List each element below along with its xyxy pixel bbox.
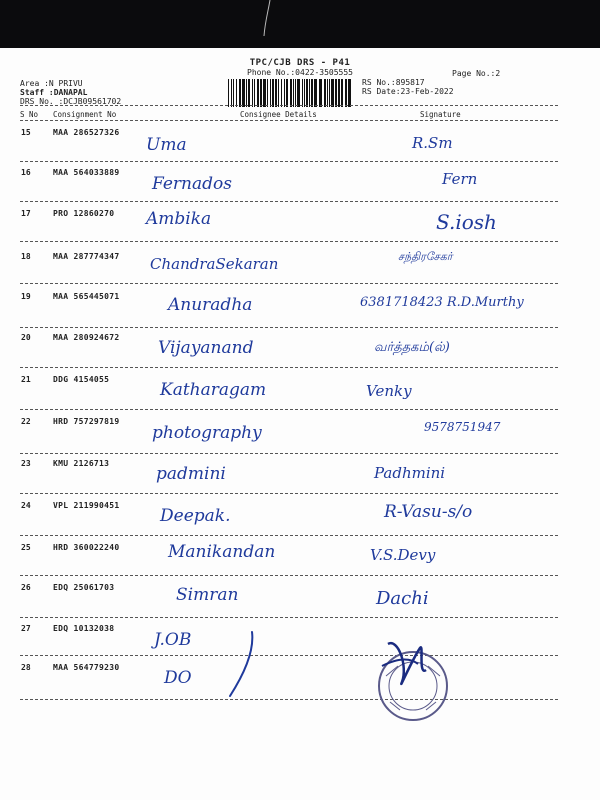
row-rule bbox=[20, 161, 558, 162]
barcode-bar bbox=[331, 79, 334, 107]
column-header-signature: Signature bbox=[420, 110, 461, 119]
row-rule bbox=[20, 367, 558, 368]
barcode-bar bbox=[295, 79, 296, 107]
row-26-sno: 26 bbox=[21, 583, 31, 592]
row-20-signature: வர்த்தகம்(ல்) bbox=[374, 340, 450, 355]
row-rule bbox=[20, 241, 558, 242]
barcode-bar bbox=[311, 79, 313, 107]
row-19-sno: 19 bbox=[21, 292, 31, 301]
row-25-name: Manikandan bbox=[168, 542, 276, 562]
row-22-sno: 22 bbox=[21, 417, 31, 426]
header-rule-bottom bbox=[20, 120, 558, 121]
row-16-sno: 16 bbox=[21, 168, 31, 177]
barcode-bar bbox=[286, 79, 288, 107]
row-22-consignment: HRD 757297819 bbox=[53, 417, 120, 426]
row-17-signature: S.iosh bbox=[436, 210, 497, 234]
row-23-sno: 23 bbox=[21, 459, 31, 468]
barcode-bar bbox=[327, 79, 328, 107]
row-rule bbox=[20, 617, 558, 618]
header-rule-top bbox=[20, 105, 558, 106]
row-20-name: Vijayanand bbox=[158, 338, 254, 358]
row-15-name: Uma bbox=[146, 135, 187, 155]
row-26-consignment: EDQ 25061703 bbox=[53, 583, 115, 592]
row-23-signature: Padhmini bbox=[374, 464, 446, 482]
row-24-consignment: VPL 211990451 bbox=[53, 501, 120, 510]
row-rule bbox=[20, 493, 558, 494]
barcode-bar bbox=[302, 79, 303, 107]
barcode-bar bbox=[231, 79, 232, 107]
rs-date: RS Date:23-Feb-2022 bbox=[362, 87, 454, 96]
row-25-consignment: HRD 360022240 bbox=[53, 543, 120, 552]
row-28-name: DO bbox=[164, 668, 192, 688]
phone-number: Phone No.:0422-3505555 bbox=[247, 68, 353, 77]
scratch-mark bbox=[262, 0, 272, 40]
barcode-bar bbox=[335, 79, 337, 107]
barcode-bar bbox=[309, 79, 310, 107]
row-17-name: Ambika bbox=[146, 209, 212, 229]
row-25-sno: 25 bbox=[21, 543, 31, 552]
row-27-sno: 27 bbox=[21, 624, 31, 633]
row-19-consignment: MAA 565445071 bbox=[53, 292, 120, 301]
row-26-name: Simran bbox=[176, 585, 239, 605]
barcode-bar bbox=[341, 79, 343, 107]
row-24-signature: R-Vasu-s/o bbox=[384, 502, 473, 522]
row-26-signature: Dachi bbox=[376, 588, 429, 609]
row-25-signature: V.S.Devy bbox=[370, 546, 436, 564]
barcode-bar bbox=[242, 79, 245, 107]
barcode-bar bbox=[297, 79, 300, 107]
row-rule bbox=[20, 327, 558, 328]
row-19-signature: 6381718423 R.D.Murthy bbox=[360, 295, 524, 310]
row-28-sno: 28 bbox=[21, 663, 31, 672]
barcode-bar bbox=[275, 79, 277, 107]
row-22-name: photography bbox=[152, 423, 262, 443]
barcode-bar bbox=[254, 79, 255, 107]
row-21-sno: 21 bbox=[21, 375, 31, 384]
barcode-bar bbox=[252, 79, 253, 107]
row-28-consignment: MAA 564779230 bbox=[53, 663, 120, 672]
rs-number: RS No.:895817 bbox=[362, 78, 425, 87]
row-rule bbox=[20, 655, 558, 656]
row-rule bbox=[20, 535, 558, 536]
row-22-signature: 9578751947 bbox=[424, 420, 501, 434]
page-number: Page No.:2 bbox=[452, 69, 501, 78]
barcode-bar bbox=[260, 79, 262, 107]
row-15-consignment: MAA 286527326 bbox=[53, 128, 120, 137]
row-27-consignment: EDQ 10132038 bbox=[53, 624, 115, 633]
barcode-bar bbox=[319, 79, 322, 107]
row-rule bbox=[20, 575, 558, 576]
barcode bbox=[228, 79, 352, 107]
document-title: TPC/CJB DRS - P41 bbox=[249, 58, 351, 68]
row-15-signature: R.Sm bbox=[412, 134, 453, 152]
barcode-bar bbox=[278, 79, 279, 107]
row-24-name: Deepak. bbox=[160, 506, 231, 526]
barcode-bar bbox=[246, 79, 247, 107]
barcode-bar bbox=[248, 79, 250, 107]
row-23-consignment: KMU 2126713 bbox=[53, 459, 110, 468]
barcode-bar bbox=[236, 79, 237, 107]
row-15-sno: 15 bbox=[21, 128, 31, 137]
barcode-bar bbox=[290, 79, 292, 107]
row-16-signature: Fern bbox=[442, 170, 478, 188]
scanner-dark-band bbox=[0, 0, 600, 48]
circular-stamp bbox=[368, 636, 458, 726]
row-18-consignment: MAA 287774347 bbox=[53, 252, 120, 261]
row-27-name: J.OB bbox=[154, 630, 192, 650]
row-20-sno: 20 bbox=[21, 333, 31, 342]
barcode-bar bbox=[293, 79, 294, 107]
row-23-name: padmini bbox=[156, 464, 226, 484]
column-header-consignment: Consignment No bbox=[53, 110, 117, 119]
barcode-bar bbox=[272, 79, 274, 107]
row-rule bbox=[20, 283, 558, 284]
area-field: Area :N PRIVU bbox=[20, 79, 83, 88]
barcode-bar bbox=[228, 79, 229, 107]
barcode-bar bbox=[324, 79, 326, 107]
drs-number: DRS No. :DCJB09561702 bbox=[20, 97, 122, 106]
row-18-sno: 18 bbox=[21, 252, 31, 261]
barcode-bar bbox=[314, 79, 317, 107]
barcode-bar bbox=[239, 79, 241, 107]
row-18-name: ChandraSekaran bbox=[150, 255, 279, 273]
row-16-name: Fernados bbox=[152, 174, 232, 194]
row-20-consignment: MAA 280924672 bbox=[53, 333, 120, 342]
barcode-bar bbox=[306, 79, 308, 107]
barcode-bar bbox=[329, 79, 330, 107]
row-19-name: Anuradha bbox=[168, 295, 253, 315]
barcode-bar bbox=[233, 79, 234, 107]
row-24-sno: 24 bbox=[21, 501, 31, 510]
barcode-bar bbox=[257, 79, 259, 107]
column-header-sno: S No bbox=[20, 110, 39, 119]
barcode-bar bbox=[270, 79, 271, 107]
column-header-consignee: Consignee Details bbox=[240, 110, 317, 119]
row-rule bbox=[20, 699, 558, 700]
pen-stroke-mark bbox=[222, 628, 262, 700]
barcode-bar bbox=[338, 79, 340, 107]
barcode-bar bbox=[281, 79, 282, 107]
row-21-name: Katharagam bbox=[160, 380, 267, 400]
barcode-bar bbox=[345, 79, 347, 107]
barcode-bar bbox=[284, 79, 285, 107]
row-21-signature: Venky bbox=[366, 382, 412, 400]
row-rule bbox=[20, 201, 558, 202]
row-16-consignment: MAA 564033889 bbox=[53, 168, 120, 177]
row-rule bbox=[20, 453, 558, 454]
row-17-sno: 17 bbox=[21, 209, 31, 218]
row-rule bbox=[20, 409, 558, 410]
barcode-bar bbox=[267, 79, 268, 107]
barcode-bar bbox=[263, 79, 266, 107]
staff-field: Staff :DANAPAL bbox=[20, 88, 88, 97]
barcode-bar bbox=[304, 79, 305, 107]
row-18-signature: சந்திரசேகர் bbox=[398, 250, 453, 263]
row-17-consignment: PRO 12860270 bbox=[53, 209, 115, 218]
row-21-consignment: DDG 4154055 bbox=[53, 375, 110, 384]
barcode-bar bbox=[348, 79, 351, 107]
